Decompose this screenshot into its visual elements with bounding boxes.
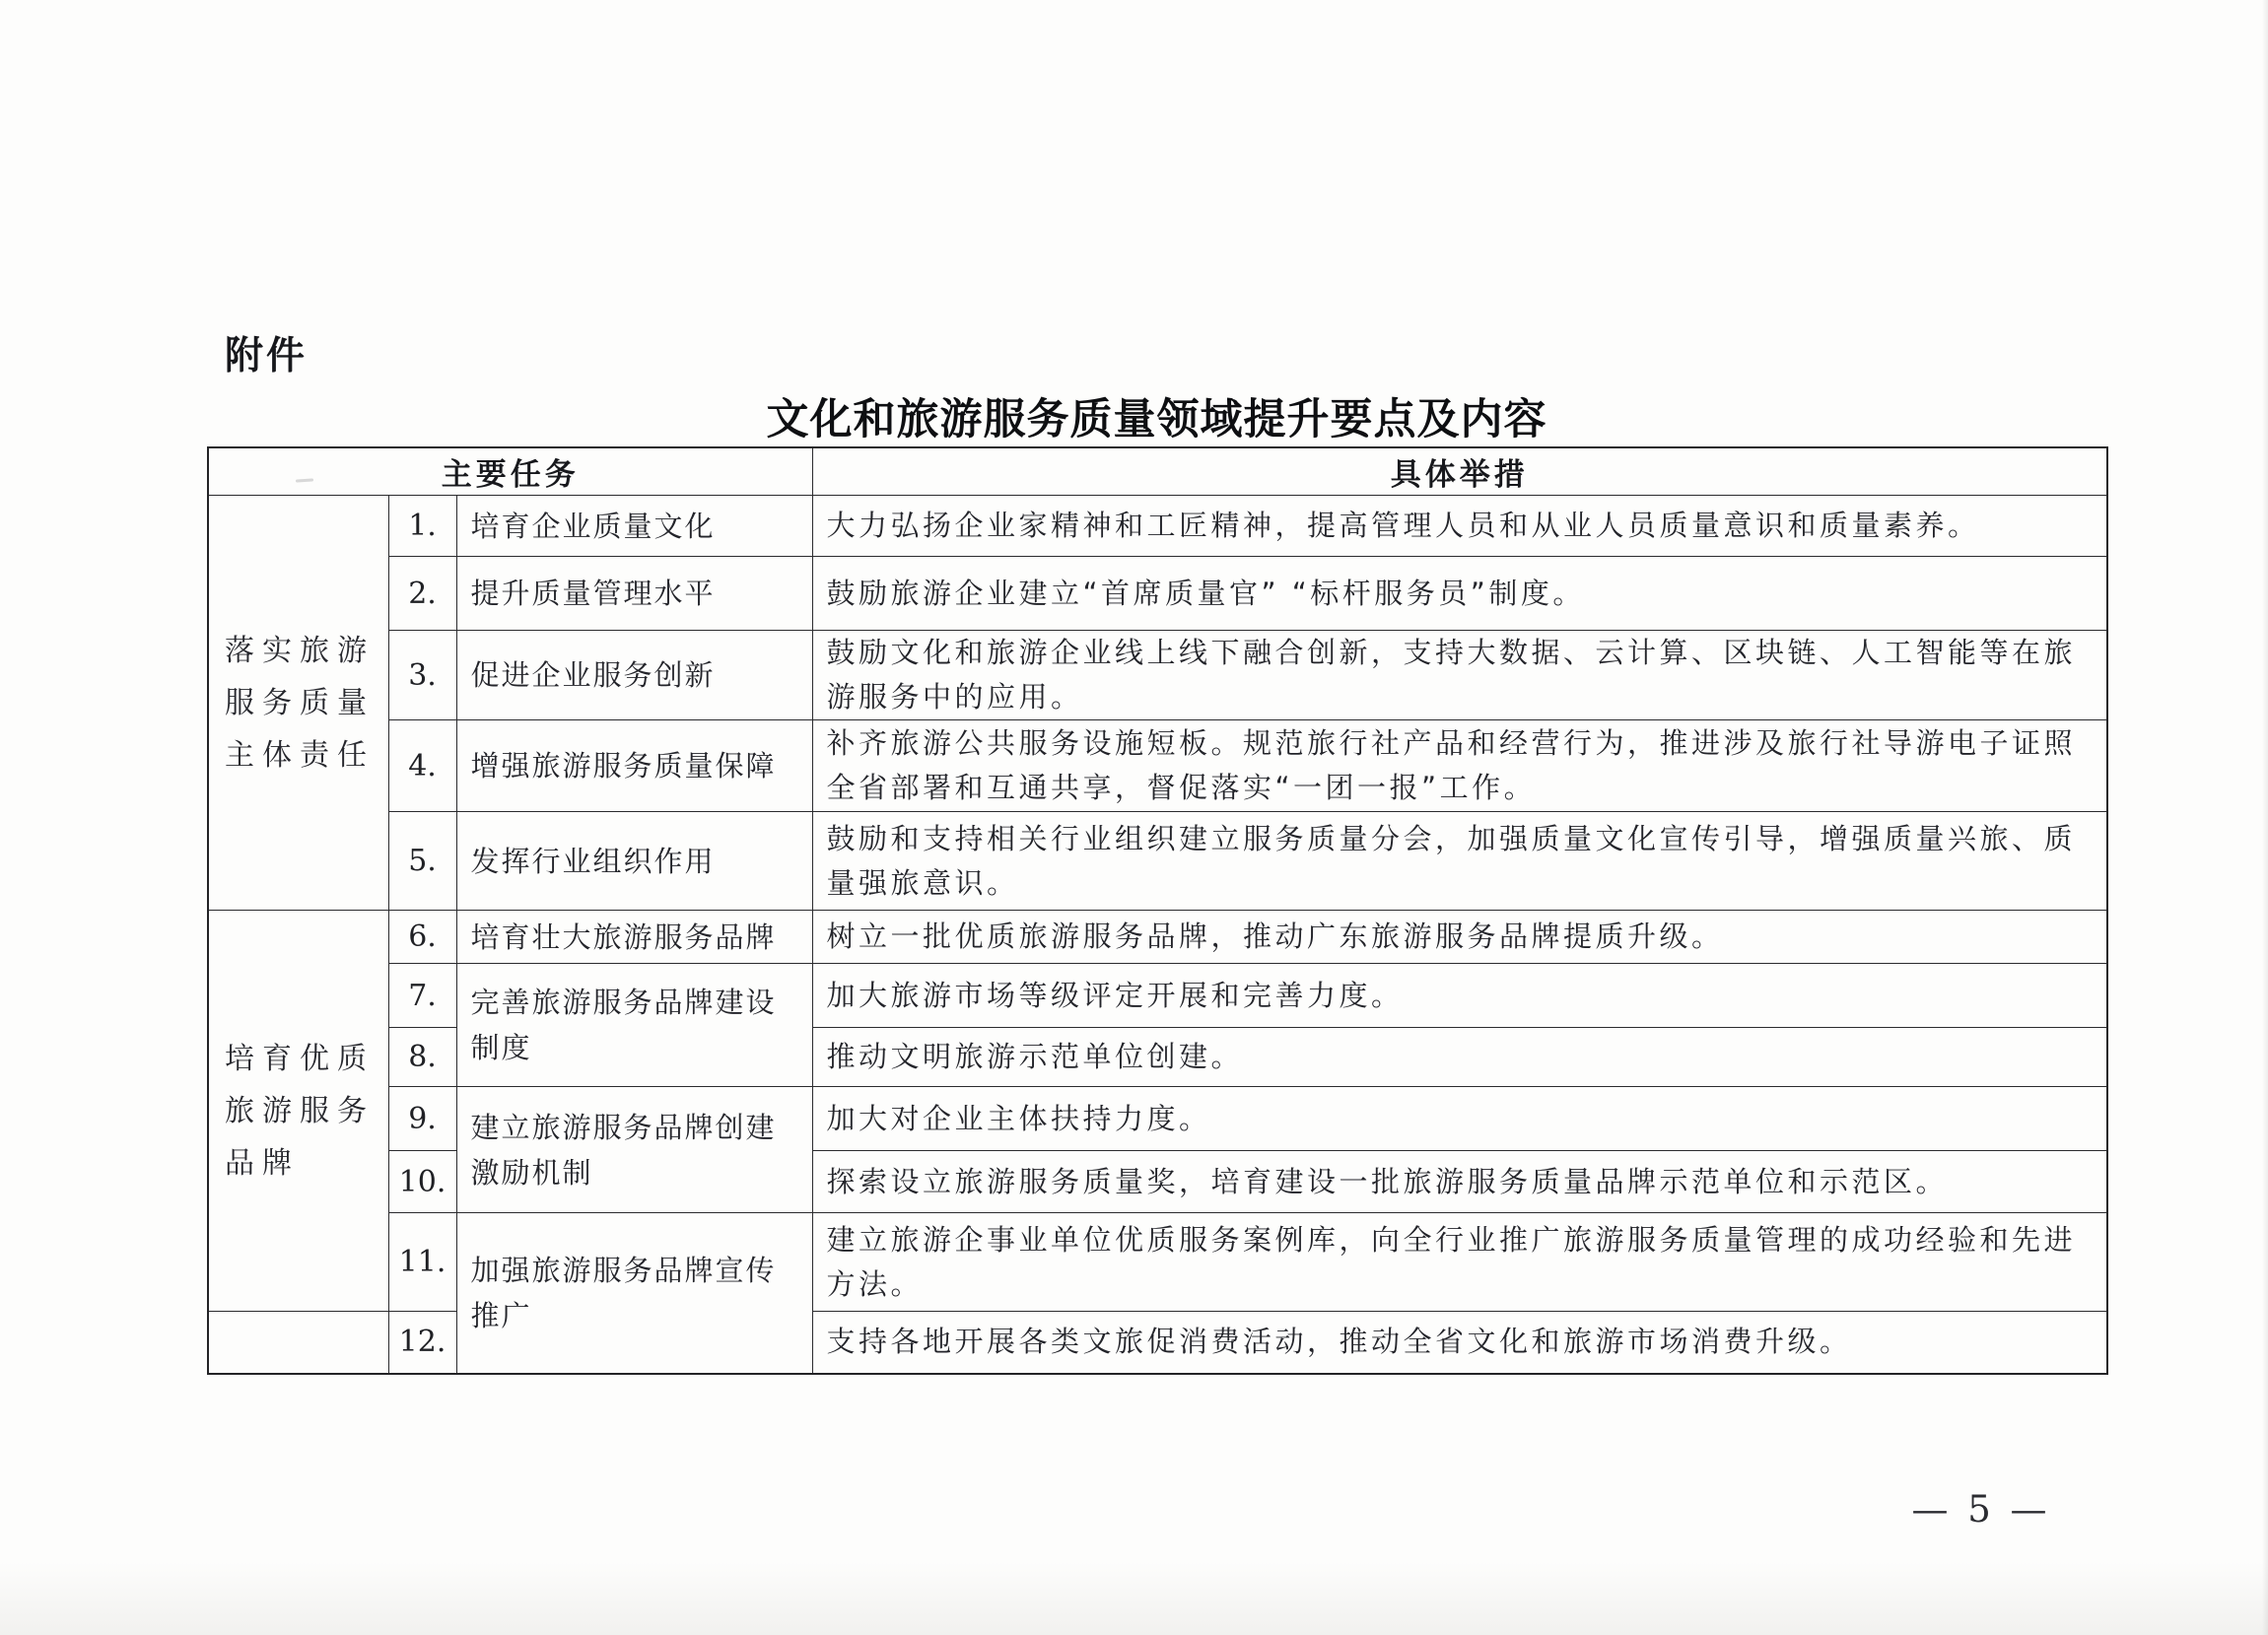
measure-cell: 建立旅游企事业单位优质服务案例库，向全行业推广旅游服务质量管理的成功经验和先进方法。 — [812, 1213, 2107, 1312]
row-number-cell: 4. — [388, 720, 456, 812]
table-row — [208, 812, 2107, 911]
measure-cell: 补齐旅游公共服务设施短板。规范旅行社产品和经营行为，推进涉及旅行社导游电子证照全省部署和互通共享，督促落实“一团一报”工作。 — [812, 720, 2107, 812]
row-number-cell: 9. — [388, 1087, 456, 1151]
task-group-cell: 培育优质旅游服务品牌 — [208, 911, 388, 1312]
task-name-cell: 建立旅游服务品牌创建激励机制 — [456, 1087, 812, 1213]
task-group-cell — [208, 1312, 388, 1374]
measure-cell: 树立一批优质旅游服务品牌，推动广东旅游服务品牌提质升级。 — [812, 911, 2107, 964]
measure-cell: 加大旅游市场等级评定开展和完善力度。 — [812, 964, 2107, 1028]
task-name-cell: 完善旅游服务品牌建设制度 — [456, 964, 812, 1087]
table-row — [208, 496, 2107, 557]
measure-cell: 鼓励旅游企业建立“首席质量官” “标杆服务员”制度。 — [812, 557, 2107, 631]
attachment-label: 附件 — [225, 334, 309, 378]
table-row — [208, 1213, 2107, 1312]
row-number-cell: 3. — [388, 631, 456, 720]
row-number-cell: 11. — [388, 1213, 456, 1312]
measure-cell: 鼓励文化和旅游企业线上线下融合创新，支持大数据、云计算、区块链、人工智能等在旅游服务中的应用。 — [812, 631, 2107, 720]
measure-cell: 加大对企业主体扶持力度。 — [812, 1087, 2107, 1151]
table-row — [208, 631, 2107, 720]
measure-cell: 推动文明旅游示范单位创建。 — [812, 1028, 2107, 1087]
row-number-cell: 6. — [388, 911, 456, 964]
task-name-cell: 发挥行业组织作用 — [456, 812, 812, 911]
task-name-cell: 培育企业质量文化 — [456, 496, 812, 557]
tasks-column-header: 主要任务 — [208, 447, 812, 496]
measure-cell: 探索设立旅游服务质量奖，培育建设一批旅游服务质量品牌示范单位和示范区。 — [812, 1151, 2107, 1213]
task-group-cell: 落实旅游服务质量主体责任 — [208, 496, 388, 911]
row-number-cell: 1. — [388, 496, 456, 557]
table-row — [208, 1087, 2107, 1151]
task-name-cell: 提升质量管理水平 — [456, 557, 812, 631]
page-number: — 5 — — [1911, 1488, 2051, 1531]
table-row — [208, 557, 2107, 631]
table-row — [208, 964, 2107, 1028]
task-name-cell: 培育壮大旅游服务品牌 — [456, 911, 812, 964]
row-number-cell: 8. — [388, 1028, 456, 1087]
measures-column-header: 具体举措 — [812, 447, 2107, 496]
measure-cell: 鼓励和支持相关行业组织建立服务质量分会，加强质量文化宣传引导，增强质量兴旅、质量强旅意识。 — [812, 812, 2107, 911]
task-name-cell: 促进企业服务创新 — [456, 631, 812, 720]
measure-cell: 大力弘扬企业家精神和工匠精神，提高管理人员和从业人员质量意识和质量素养。 — [812, 496, 2107, 557]
table-row — [208, 720, 2107, 812]
scan-edge-shadow — [2262, 0, 2268, 1635]
scan-noise-band — [0, 1562, 2268, 1635]
measure-cell: 支持各地开展各类文旅促消费活动，推动全省文化和旅游市场消费升级。 — [812, 1312, 2107, 1374]
row-number-cell: 5. — [388, 812, 456, 911]
task-name-cell: 加强旅游服务品牌宣传推广 — [456, 1213, 812, 1374]
page-title: 文化和旅游服务质量领域提升要点及内容 — [766, 395, 1547, 444]
table-header-row — [208, 447, 2107, 496]
row-number-cell: 2. — [388, 557, 456, 631]
row-number-cell: 12. — [388, 1312, 456, 1374]
table-row — [208, 911, 2107, 964]
task-name-cell: 增强旅游服务质量保障 — [456, 720, 812, 812]
row-number-cell: 10. — [388, 1151, 456, 1213]
quality-improvement-table — [207, 446, 2108, 1375]
row-number-cell: 7. — [388, 964, 456, 1028]
